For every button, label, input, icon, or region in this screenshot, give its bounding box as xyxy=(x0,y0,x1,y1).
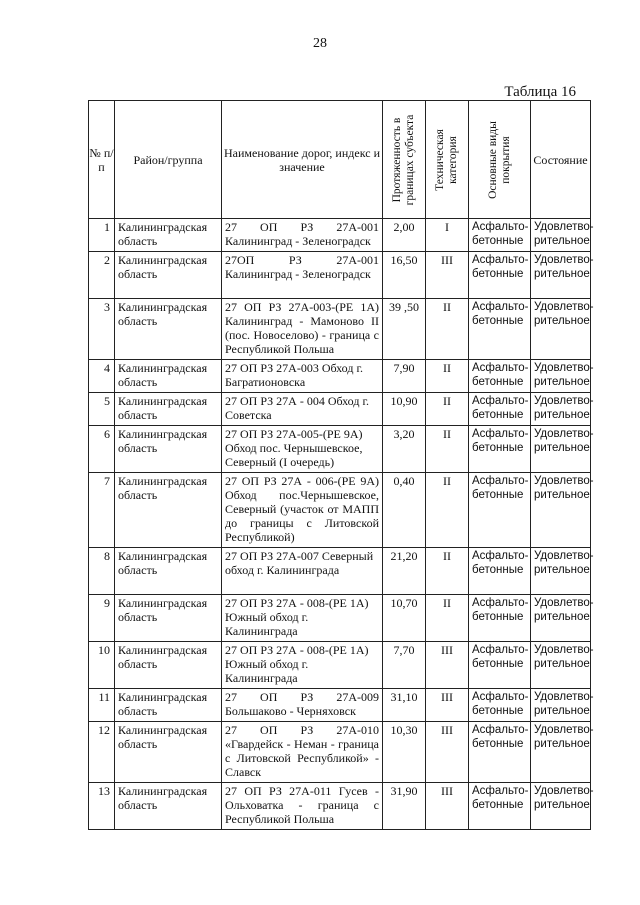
cell-num: 5 xyxy=(89,393,115,426)
cell-district: Калининградская область xyxy=(115,426,222,473)
cell-district: Калининградская область xyxy=(115,252,222,299)
cell-category: III xyxy=(426,783,469,830)
cell-category: III xyxy=(426,642,469,689)
cell-category: II xyxy=(426,548,469,595)
cell-district: Калининградская область xyxy=(115,722,222,783)
cell-length: 10,70 xyxy=(383,595,426,642)
cell-condition: Удовлетво-рительное xyxy=(531,722,591,783)
table-row xyxy=(89,473,591,548)
cell-surface: Асфальто-бетонные xyxy=(469,252,531,299)
cell-length: 16,50 xyxy=(383,252,426,299)
header-surface: Основные виды покрытия xyxy=(469,101,531,219)
cell-length: 21,20 xyxy=(383,548,426,595)
table-row xyxy=(89,783,591,830)
roads-table xyxy=(88,100,594,830)
cell-condition: Удовлетво-рительное xyxy=(531,642,591,689)
header-category: Техническая категория xyxy=(426,101,469,219)
cell-length: 31,10 xyxy=(383,689,426,722)
cell-num: 9 xyxy=(89,595,115,642)
cell-num: 2 xyxy=(89,252,115,299)
cell-surface: Асфальто-бетонные xyxy=(469,393,531,426)
cell-condition: Удовлетво-рительное xyxy=(531,393,591,426)
cell-road: 27ОП РЗ 27А-001 Калининград - Зеленоградск xyxy=(222,252,383,299)
cell-num: 1 xyxy=(89,219,115,252)
cell-condition: Удовлетво-рительное xyxy=(531,548,591,595)
cell-condition: Удовлетво-рительное xyxy=(531,473,591,548)
page-number: 28 xyxy=(313,36,327,51)
cell-surface: Асфальто-бетонные xyxy=(469,783,531,830)
cell-condition: Удовлетво-рительное xyxy=(531,783,591,830)
cell-category: II xyxy=(426,299,469,360)
cell-road: 27 ОП РЗ 27А - 004 Обход г. Советска xyxy=(222,393,383,426)
cell-length: 2,00 xyxy=(383,219,426,252)
cell-category: I xyxy=(426,219,469,252)
cell-district: Калининградская область xyxy=(115,642,222,689)
table-title: Таблица 16 xyxy=(504,84,576,100)
cell-category: III xyxy=(426,689,469,722)
cell-num: 13 xyxy=(89,783,115,830)
cell-road: 27 ОП РЗ 27А - 008-(РЕ 1А) Южный обход г. Калининграда xyxy=(222,642,383,689)
cell-road: 27 ОП РЗ 27А-003-(РЕ 1А) Калининград - Мамоново II (пос. Новоселово) - граница с Республикой Польша xyxy=(222,299,383,360)
cell-district: Калининградская область xyxy=(115,689,222,722)
cell-surface: Асфальто-бетонные xyxy=(469,426,531,473)
header-num: № п/п xyxy=(89,101,115,219)
header-district: Район/группа xyxy=(115,101,222,219)
cell-num: 11 xyxy=(89,689,115,722)
cell-district: Калининградская область xyxy=(115,299,222,360)
header-length: Протяженность в границах субъекта xyxy=(383,101,426,219)
cell-condition: Удовлетво-рительное xyxy=(531,219,591,252)
cell-length: 31,90 xyxy=(383,783,426,830)
cell-surface: Асфальто-бетонные xyxy=(469,299,531,360)
cell-surface: Асфальто-бетонные xyxy=(469,642,531,689)
cell-road: 27 ОП РЗ 27А-007 Северный обход г. Калининграда xyxy=(222,548,383,595)
header-road: Наименование дорог, индекс и значение xyxy=(222,101,383,219)
cell-road: 27 ОП РЗ 27А-010 «Гвардейск - Неман - граница с Литовской Республикой» - Славск xyxy=(222,722,383,783)
cell-surface: Асфальто-бетонные xyxy=(469,360,531,393)
cell-surface: Асфальто-бетонные xyxy=(469,219,531,252)
cell-district: Калининградская область xyxy=(115,548,222,595)
table-row xyxy=(89,548,591,595)
cell-surface: Асфальто-бетонные xyxy=(469,595,531,642)
cell-num: 8 xyxy=(89,548,115,595)
cell-surface: Асфальто-бетонные xyxy=(469,689,531,722)
cell-district: Калининградская область xyxy=(115,360,222,393)
cell-surface: Асфальто-бетонные xyxy=(469,722,531,783)
cell-district: Калининградская область xyxy=(115,219,222,252)
cell-num: 6 xyxy=(89,426,115,473)
cell-category: II xyxy=(426,360,469,393)
cell-road: 27 ОП РЗ 27А-011 Гусев - Ольховатка - граница с Республикой Польша xyxy=(222,783,383,830)
table-row xyxy=(89,426,591,473)
cell-surface: Асфальто-бетонные xyxy=(469,548,531,595)
cell-condition: Удовлетво-рительное xyxy=(531,360,591,393)
table-row xyxy=(89,689,591,722)
cell-category: II xyxy=(426,393,469,426)
cell-road: 27 ОП РЗ 27А-001 Калининград - Зеленоградск xyxy=(222,219,383,252)
cell-num: 4 xyxy=(89,360,115,393)
cell-length: 7,70 xyxy=(383,642,426,689)
cell-condition: Удовлетво-рительное xyxy=(531,595,591,642)
cell-road: 27 ОП РЗ 27А - 006-(РЕ 9А) Обход пос.Чернышевское, Северный (участок от МАПП до границы с Литовской Республикой) xyxy=(222,473,383,548)
cell-category: II xyxy=(426,595,469,642)
cell-category: II xyxy=(426,426,469,473)
cell-road: 27 ОП РЗ 27А-009 Большаково - Черняховск xyxy=(222,689,383,722)
cell-district: Калининградская область xyxy=(115,595,222,642)
table-header-row xyxy=(89,101,591,219)
table-row xyxy=(89,642,591,689)
cell-category: II xyxy=(426,473,469,548)
cell-road: 27 ОП РЗ 27А-003 Обход г. Багратионовска xyxy=(222,360,383,393)
cell-district: Калининградская область xyxy=(115,393,222,426)
cell-num: 3 xyxy=(89,299,115,360)
cell-condition: Удовлетво-рительное xyxy=(531,299,591,360)
cell-condition: Удовлетво-рительное xyxy=(531,689,591,722)
cell-length: 39 ,50 xyxy=(383,299,426,360)
cell-road: 27 ОП РЗ 27А-005-(РЕ 9А) Обход пос. Чернышевское, Северный (I очередь) xyxy=(222,426,383,473)
cell-surface: Асфальто-бетонные xyxy=(469,473,531,548)
table-row xyxy=(89,299,591,360)
cell-category: III xyxy=(426,722,469,783)
cell-district: Калининградская область xyxy=(115,783,222,830)
cell-road: 27 ОП РЗ 27А - 008-(РЕ 1А) Южный обход г. Калининграда xyxy=(222,595,383,642)
table-row xyxy=(89,393,591,426)
table-row xyxy=(89,219,591,252)
cell-district: Калининградская область xyxy=(115,473,222,548)
table-row xyxy=(89,252,591,299)
cell-num: 7 xyxy=(89,473,115,548)
cell-condition: Удовлетво-рительное xyxy=(531,426,591,473)
table-row xyxy=(89,360,591,393)
table-row xyxy=(89,595,591,642)
cell-length: 0,40 xyxy=(383,473,426,548)
cell-category: III xyxy=(426,252,469,299)
cell-length: 10,30 xyxy=(383,722,426,783)
cell-length: 7,90 xyxy=(383,360,426,393)
cell-num: 12 xyxy=(89,722,115,783)
cell-length: 10,90 xyxy=(383,393,426,426)
header-condition: Состояние xyxy=(531,101,591,219)
cell-length: 3,20 xyxy=(383,426,426,473)
table-row xyxy=(89,722,591,783)
cell-num: 10 xyxy=(89,642,115,689)
cell-condition: Удовлетво-рительное xyxy=(531,252,591,299)
